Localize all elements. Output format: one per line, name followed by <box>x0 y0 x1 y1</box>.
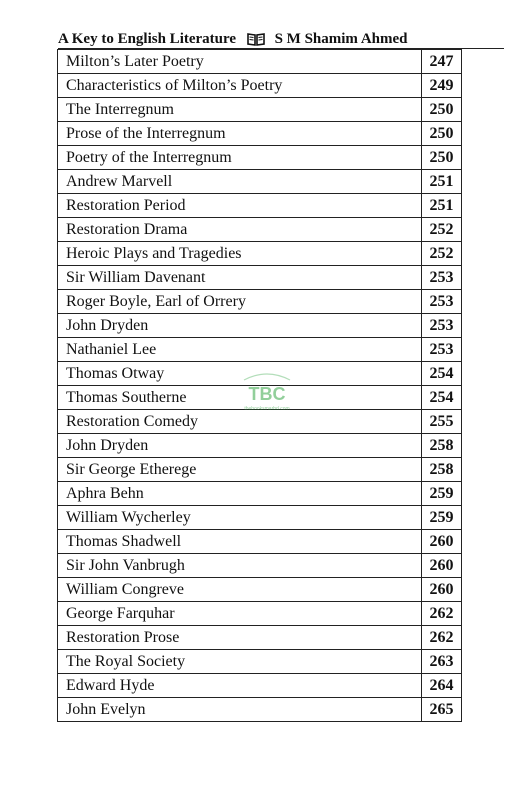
toc-row <box>58 578 462 602</box>
toc-row <box>58 602 462 626</box>
toc-entry-title: Restoration Prose <box>58 626 422 650</box>
toc-entry-page: 253 <box>422 314 462 338</box>
watermark-site-text: thebooksmarbd.com <box>244 406 290 412</box>
toc-entry-title: Restoration Period <box>58 194 422 218</box>
toc-entry-title: Thomas Shadwell <box>58 530 422 554</box>
toc-row <box>58 482 462 506</box>
toc-entry-title: Characteristics of Milton’s Poetry <box>58 74 422 98</box>
toc-entry-page: 260 <box>422 578 462 602</box>
toc-row <box>58 626 462 650</box>
toc-row <box>58 218 462 242</box>
toc-entry-title: Thomas Southerne <box>58 386 422 410</box>
toc-entry-page: 251 <box>422 170 462 194</box>
toc-entry-title: Restoration Comedy <box>58 410 422 434</box>
toc-row <box>58 290 462 314</box>
toc-entry-title: The Interregnum <box>58 98 422 122</box>
toc-row <box>58 242 462 266</box>
toc-entry-page: 253 <box>422 290 462 314</box>
toc-entry-title: John Dryden <box>58 434 422 458</box>
toc-row <box>58 314 462 338</box>
toc-entry-title: John Dryden <box>58 314 422 338</box>
toc-entry-page: 259 <box>422 506 462 530</box>
watermark-logo-text: TBC <box>248 384 286 404</box>
toc-entry-page: 262 <box>422 602 462 626</box>
toc-row <box>58 554 462 578</box>
toc-row <box>58 266 462 290</box>
toc-entry-page: 258 <box>422 434 462 458</box>
toc-entry-title: Aphra Behn <box>58 482 422 506</box>
toc-entry-page: 249 <box>422 74 462 98</box>
toc-entry-title: Prose of the Interregnum <box>58 122 422 146</box>
author-name: S M Shamim Ahmed <box>274 31 408 47</box>
toc-row <box>58 74 462 98</box>
toc-entry-page: 262 <box>422 626 462 650</box>
toc-entry-page: 250 <box>422 146 462 170</box>
toc-entry-page: 259 <box>422 482 462 506</box>
toc-entry-title: Restoration Drama <box>58 218 422 242</box>
toc-entry-page: 251 <box>422 194 462 218</box>
toc-row <box>58 50 462 74</box>
toc-row <box>58 122 462 146</box>
toc-entry-page: 254 <box>422 386 462 410</box>
toc-row <box>58 338 462 362</box>
toc-row <box>58 434 462 458</box>
toc-entry-page: 253 <box>422 338 462 362</box>
toc-row <box>58 530 462 554</box>
toc-row <box>58 674 462 698</box>
toc-row <box>58 698 462 722</box>
toc-entry-page: 265 <box>422 698 462 722</box>
book-title: A Key to English Literature <box>58 31 237 47</box>
toc-entry-title: Andrew Marvell <box>58 170 422 194</box>
toc-entry-title: George Farquhar <box>58 602 422 626</box>
toc-entry-page: 258 <box>422 458 462 482</box>
toc-entry-page: 255 <box>422 410 462 434</box>
toc-row <box>58 458 462 482</box>
toc-row <box>58 98 462 122</box>
toc-entry-page: 253 <box>422 266 462 290</box>
toc-row <box>58 146 462 170</box>
toc-entry-page: 263 <box>422 650 462 674</box>
toc-row <box>58 506 462 530</box>
toc-entry-title: William Wycherley <box>58 506 422 530</box>
toc-entry-title: Milton’s Later Poetry <box>58 50 422 74</box>
toc-entry-page: 260 <box>422 530 462 554</box>
toc-entry-title: Sir George Etherege <box>58 458 422 482</box>
toc-entry-title: Sir John Vanbrugh <box>58 554 422 578</box>
toc-entry-title: John Evelyn <box>58 698 422 722</box>
toc-entry-page: 260 <box>422 554 462 578</box>
toc-entry-title: Heroic Plays and Tragedies <box>58 242 422 266</box>
toc-entry-page: 250 <box>422 98 462 122</box>
toc-entry-title: William Congreve <box>58 578 422 602</box>
toc-entry-page: 252 <box>422 242 462 266</box>
toc-entry-page: 264 <box>422 674 462 698</box>
toc-entry-title: Nathaniel Lee <box>58 338 422 362</box>
toc-entry-title: Poetry of the Interregnum <box>58 146 422 170</box>
page-header <box>58 29 508 49</box>
toc-entry-page: 250 <box>422 122 462 146</box>
toc-entry-page: 254 <box>422 362 462 386</box>
toc-entry-title: Thomas Otway <box>58 362 422 386</box>
toc-row <box>58 170 462 194</box>
watermark-logo <box>232 366 302 414</box>
toc-entry-title: Roger Boyle, Earl of Orrery <box>58 290 422 314</box>
toc-entry-page: 247 <box>422 50 462 74</box>
toc-row <box>58 194 462 218</box>
toc-entry-title: Sir William Davenant <box>58 266 422 290</box>
toc-entry-title: The Royal Society <box>58 650 422 674</box>
toc-entry-title: Edward Hyde <box>58 674 422 698</box>
toc-row <box>58 650 462 674</box>
toc-entry-page: 252 <box>422 218 462 242</box>
